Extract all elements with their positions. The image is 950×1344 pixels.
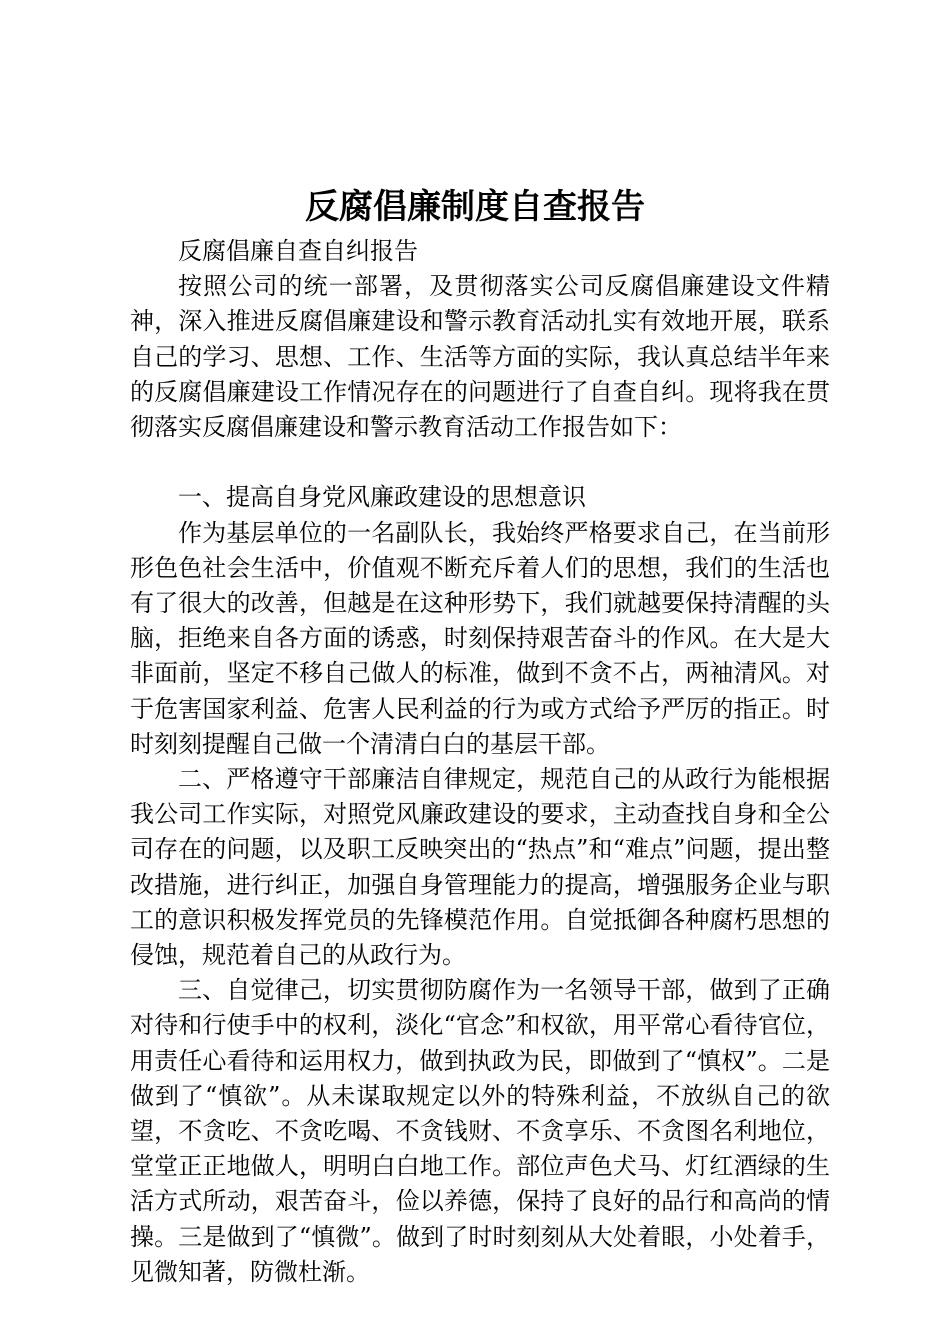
section-1-paragraph: 作为基层单位的一名副队长，我始终严格要求自己，在当前形形色色社会生活中，价值观不断充斥着人们的思想，我们的生活也有了很大的改善，但越是在这种形势下，我们就越要保持清醒的头脑，拒绝来自各方面的诱惑，时刻保持艰苦奋斗的作风。在大是大非面前，坚定不移自己做人的标准，做到不贪不占，两袖清风。对于危害国家利益、危害人民利益的行为或方式给予严厉的指正。时时刻刻提醒自己做一个清清白白的基层干部。 — [130, 518, 830, 758]
document-title: 反腐倡廉制度自查报告 — [305, 187, 645, 227]
section-heading-1: 一、提高自身党风廉政建设的思想意识 — [178, 483, 586, 512]
section-3-paragraph: 三、自觉律己，切实贯彻防腐作为一名领导干部，做到了正确对待和行使手中的权利，淡化“官念”和权欲，用平常心看待官位，用责任心看待和运用权力，做到执政为民，即做到了“慎权”。二是做到了“慎欲”。从未谋取规定以外的特殊利益，不放纵自己的欲望，不贪吃、不贪吃喝、不贪钱财、不贪享乐、不贪图名利地位，堂堂正正地做人，明明白白地工作。部位声色犬马、灯红酒绿的生活方式所动，艰苦奋斗，俭以养德，保持了良好的品行和高尚的情操。三是做到了“慎微”。做到了时时刻刻从大处着眼，小处着手，见微知著，防微杜渐。 — [130, 976, 830, 1286]
document-body — [130, 234, 830, 1290]
paragraph-spacer — [130, 445, 830, 480]
report-subtitle: 反腐倡廉自查自纠报告 — [178, 237, 418, 265]
section-2-paragraph: 二、严格遵守干部廉洁自律规定，规范自己的从政行为能根据我公司工作实际，对照党风廉政建设的要求，主动查找自身和全公司存在的问题，以及职工反映突出的“热点”和“难点”问题，提出整改措施，进行纠正，加强自身管理能力的提高，增强服务企业与职工的意识积极发挥党员的先锋模范作用。自觉抵御各种腐朽思想的侵蚀，规范着自己的从政行为。 — [130, 765, 830, 970]
intro-paragraph: 按照公司的统一部署，及贯彻落实公司反腐倡廉建设文件精神，深入推进反腐倡廉建设和警示教育活动扎实有效地开展，联系自己的学习、思想、工作、生活等方面的实际，我认真总结半年来的反腐倡廉建设工作情况存在的问题进行了自查自纠。现将我在贯彻落实反腐倡廉建设和警示教育活动工作报告如下： — [130, 272, 830, 442]
